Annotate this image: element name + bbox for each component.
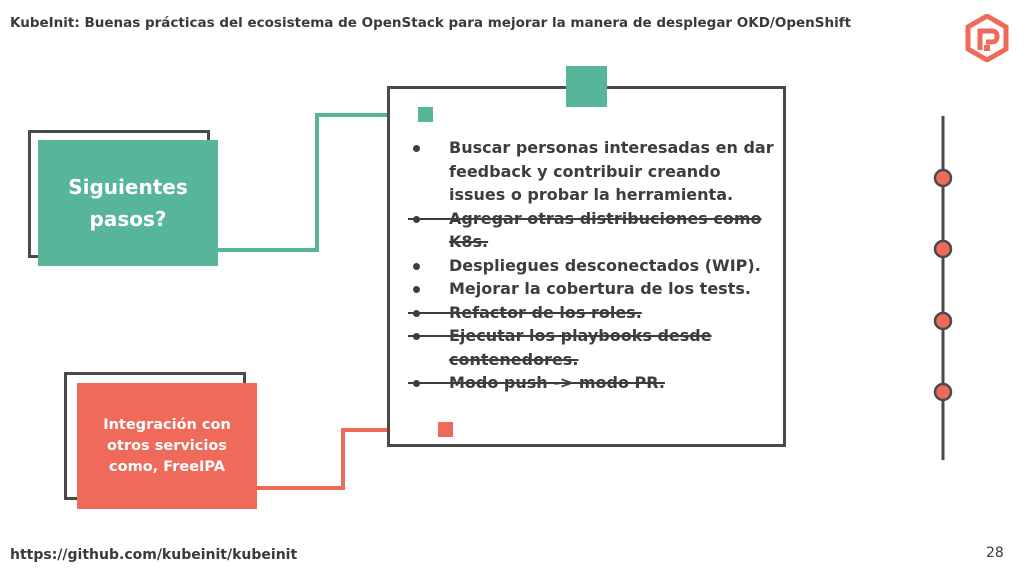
timeline: [928, 116, 958, 462]
timeline-dot: [935, 241, 951, 257]
next-steps-label: Siguientes pasos?: [68, 175, 188, 231]
green-connector-square: [418, 107, 433, 122]
timeline-dot: [935, 170, 951, 186]
task-list: [408, 136, 780, 395]
integration-label: Integración con otros servicios como, FreeIPA: [103, 416, 231, 475]
integration-card: [77, 383, 257, 509]
panel-tab: [566, 66, 607, 107]
task-item: Despliegues desconectados (WIP).: [408, 254, 780, 278]
task-item-done: Modo push -> modo PR.: [408, 371, 780, 395]
task-item-done: Ejecutar los playbooks desde contenedores.: [408, 324, 780, 371]
red-connector-square: [438, 422, 453, 437]
task-item: Mejorar la cobertura de los tests.: [408, 277, 780, 301]
task-item-done: Refactor de los roles.: [408, 301, 780, 325]
task-item-done: Agregar otras distribuciones como K8s.: [408, 207, 780, 254]
timeline-dot: [935, 384, 951, 400]
timeline-dot: [935, 313, 951, 329]
slide-title: KubeInit: Buenas prácticas del ecosistema de OpenStack para mejorar la manera de desplegar OKD/OpenShift: [10, 15, 852, 31]
page-number: 28: [986, 545, 1004, 561]
task-item: Buscar personas interesadas en dar feedback y contribuir creando issues o probar la herramienta.: [408, 136, 780, 207]
repo-link[interactable]: https://github.com/kubeinit/kubeinit: [10, 547, 298, 563]
next-steps-card: [38, 140, 218, 266]
